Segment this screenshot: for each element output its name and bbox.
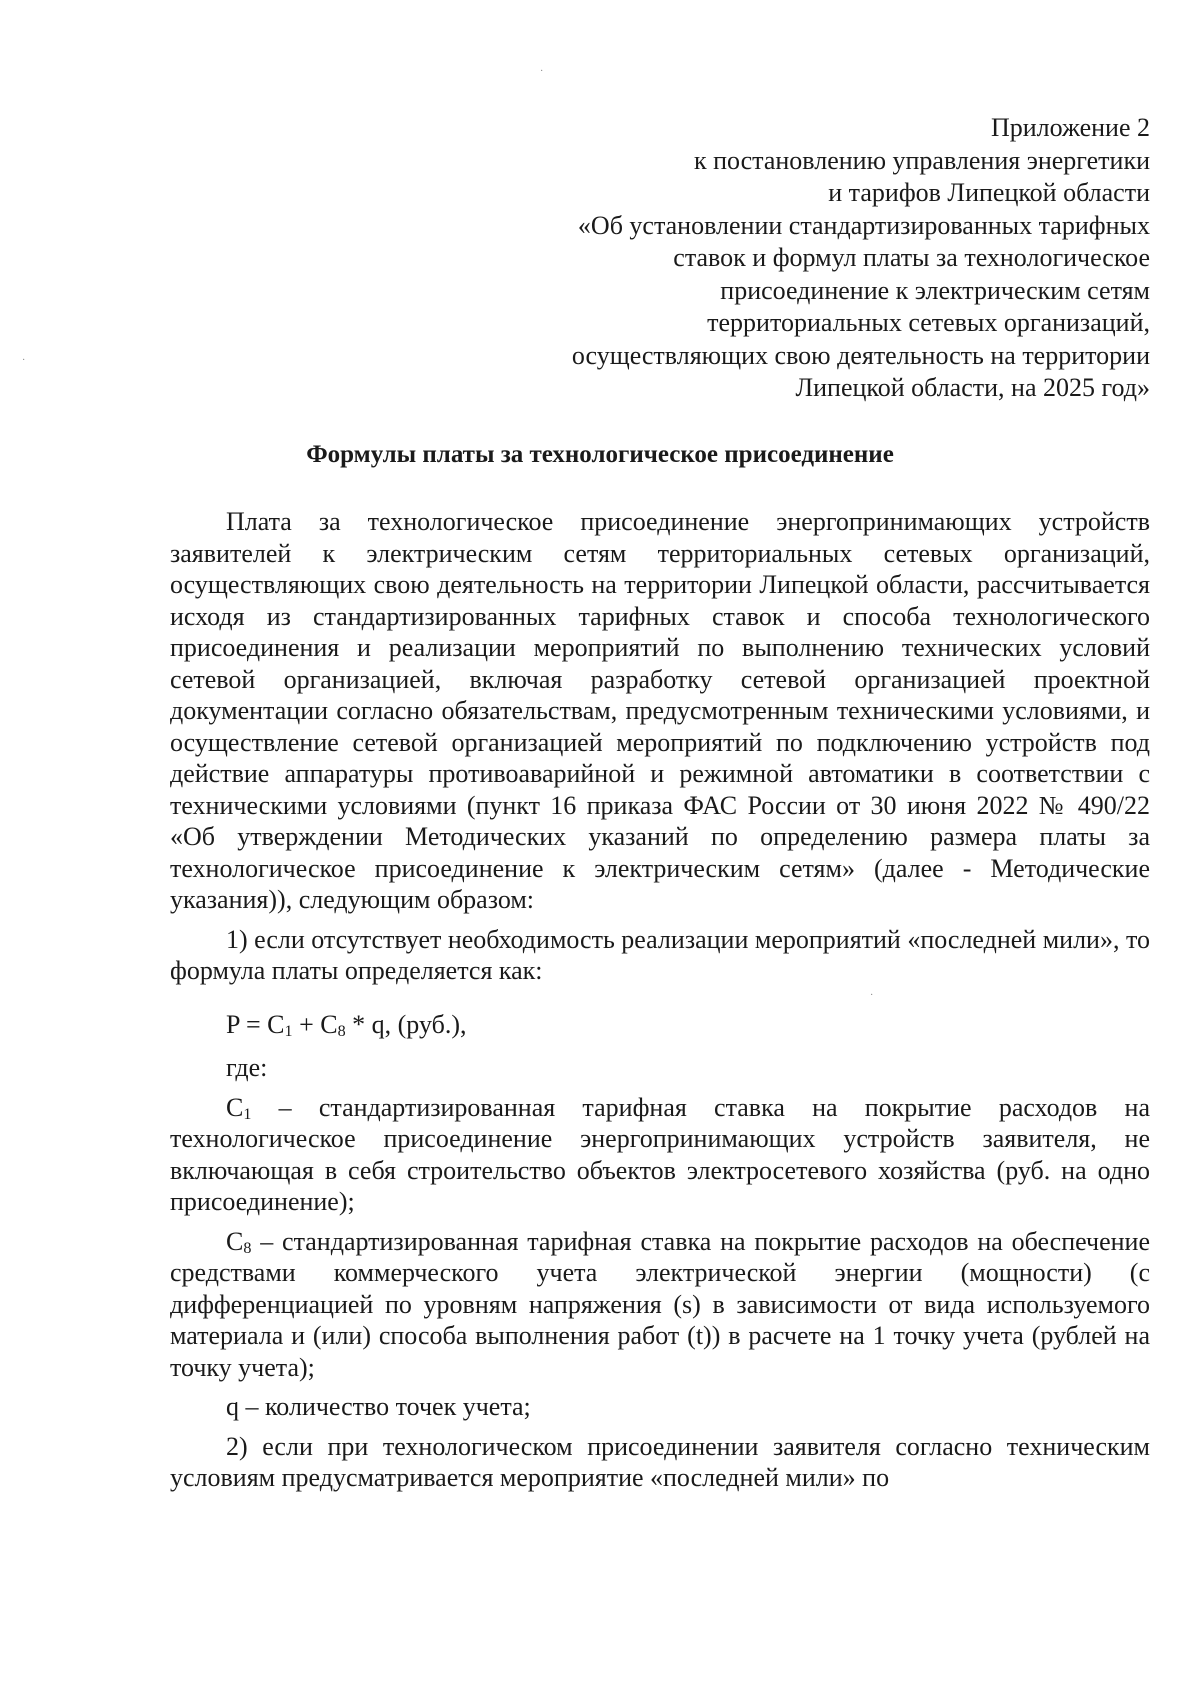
header-line: к постановлению управления энергетики [693, 145, 1150, 175]
header-line: присоединение к электрическим сетям [720, 275, 1150, 305]
c1-subscript: 1 [243, 1105, 252, 1123]
header-line: «Об установлении стандартизированных тарифных [577, 210, 1150, 240]
header-line: Липецкой области, на 2025 год» [795, 373, 1150, 402]
formula-subscript: 1 [284, 1022, 293, 1040]
formula [226, 1009, 1150, 1041]
intro-paragraph: Плата за технологическое присоединение энергопринимающих устройств заявителей к электрическим сетям территориальных сетевых организаций, осуществляющих свою деятельность на территории Липецкой области, рассчитывается исходя из стандартизированных тарифных ставок и способа технологического присоединения и реализации мероприятий по выполнению технических условий сетевой организацией, включая разработку сетевой организацией проектной документации согласно обязательствам, предусмотренным техническими условиями, и осуществление сетевой организацией мероприятий по подключению устройств под действие аппаратуры противоаварийной и режимной автоматики в соответствии с техническими условиями (пункт 16 приказа ФАС России от 30 июня 2022 № 490/22 «Об утверждении Методических указаний по определению размера платы за технологическое присоединение к электрическим сетям» (далее - Методические указания)), следующим образом: [170, 507, 1150, 914]
formula-part: * q, (руб.), [345, 1009, 467, 1039]
c8-symbol: C [226, 1226, 244, 1256]
c8-text: – стандартизированная тарифная ставка на покрытие расходов на обеспечение средствами коммерческого учета электрической энергии (мощности) (с дифференциацией по уровням напряжения (s) в зависимости от вида используемого материала и (или) способа выполнения работ (t)) в расчете на 1 точку учета (рублей на точку учета); [170, 1226, 1150, 1382]
header-line: Приложение 2 [990, 113, 1150, 142]
where-label: где: [226, 1053, 268, 1082]
item-1-paragraph: 1) если отсутствует необходимость реализации мероприятий «последней мили», то формула платы определяется как: [170, 924, 1150, 985]
scan-dot: · [540, 66, 544, 77]
q-definition: q – количество точек учета; [226, 1392, 531, 1421]
header-line: осуществляющих свою деятельность на территории [571, 340, 1150, 370]
formula-part: + C [292, 1009, 338, 1039]
scan-dot: · [870, 990, 874, 1001]
header-line: и тарифов Липецкой области [828, 178, 1150, 207]
item-2-paragraph: 2) если при технологическом присоединении заявителя согласно техническим условиям предусматривается мероприятие «последней мили» по [170, 1431, 1150, 1492]
c8-subscript: 8 [243, 1239, 252, 1257]
formula-part: P = C [226, 1009, 285, 1039]
c1-text: – стандартизированная тарифная ставка на покрытие расходов на технологическое присоединение энергопринимающих устройств заявителя, не включающая в себя строительство объектов электросетевого хозяйства (руб. на одно присоединение); [170, 1092, 1150, 1216]
header-line: территориальных сетевых организаций, [707, 308, 1150, 337]
appendix-header [450, 112, 1150, 405]
c1-symbol: C [226, 1092, 244, 1122]
header-line: ставок и формул платы за технологическое [673, 243, 1150, 272]
formula-subscript: 8 [337, 1022, 346, 1040]
document-body [170, 506, 1150, 1494]
document-title: Формулы платы за технологическое присоединение [306, 441, 894, 468]
scan-dot: · [22, 355, 26, 366]
c1-definition [170, 1092, 1150, 1218]
c8-definition [170, 1226, 1150, 1384]
